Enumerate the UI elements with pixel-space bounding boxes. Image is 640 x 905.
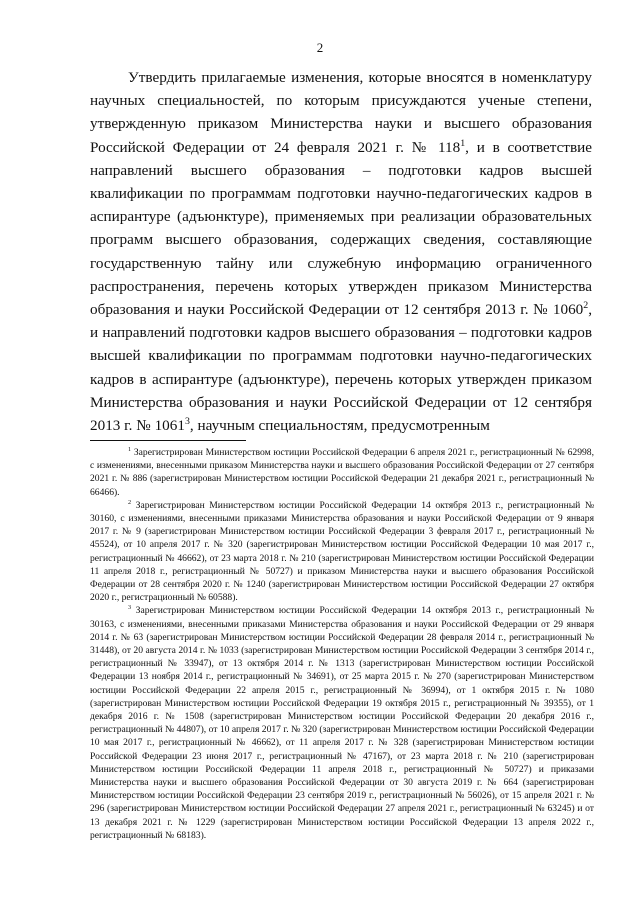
body-text-part-4: , научным специальностям, предусмотренным — [189, 417, 490, 435]
footnote-marker: 2 — [128, 498, 132, 506]
body-text-part-2: , и в соответствие направлений высшего образования – подготовки кадров высшей квалификации по программам подготовки научно-педагогических кадров в аспирантуре (адъюнктуре), применяемых при реализации образовательных программ высшего образования, содержащих сведения, составляющие государственную тайну или служебную информацию ограниченного распространения, перечень которых утвержден приказом Министерства образования и науки Российской Федерации от 12 сентября 2013 г. № 1060 — [90, 138, 592, 319]
footnote-ref-3[interactable]: 3 — [184, 415, 190, 427]
footnote-2 — [90, 499, 594, 605]
footnote-ref-2[interactable]: 2 — [583, 299, 589, 311]
footnote-marker: 3 — [128, 604, 132, 612]
footnote-ref-1[interactable]: 1 — [460, 137, 466, 149]
footnote-text: Зарегистрирован Министерством юстиции Российской Федерации 6 апреля 2021 г., регистрационный № 62998, с изменениями, внесенными приказом Министерства науки и высшего образования Российской Федерации от 27 сентября 2021 г. № 886 (зарегистрирован Министерством юстиции Российской Федерации 21 декабря 2021 г., регистрационный № 66466). — [90, 447, 594, 498]
body-paragraph — [90, 66, 592, 437]
footnotes — [90, 446, 594, 842]
footnote-text: Зарегистрирован Министерством юстиции Российской Федерации 14 октября 2013 г., регистрационный № 30163, с изменениями, внесенными приказами Министерства образования и науки Российской Федерации от 29 января 2014 г. № 63 (зарегистрирован Министерством юстиции Российской Федерации 28 февраля 2014 г., регистрационный № 31448), от 20 августа 2014 г. № 1033 (зарегистрирован Министерством юстиции Российской Федерации 3 сентября 2014 г., регистрационный № 33947), от 13 октября 2014 г. № 1313 (зарегистрирован Министерством юстиции Российской Федерации 13 ноября 2014 г., регистрационный № 34691), от 25 марта 2015 г. № 270 (зарегистрирован Министерством юстиции Российской Федерации 22 апреля 2015 г., регистрационный № 36994), от 1 октября 2015 г. № 1080 (зарегистрирован Министерством юстиции Российской Федерации 19 октября 2015 г., регистрационный № 39355), от 1 декабря 2016 г. № 1508 (зарегистрирован Министерством юстиции Российской Федерации 20 декабря 2016 г., регистрационный № 44807), от 10 апреля 2017 г. № 320 (зарегистрирован Министерством юстиции Российской Федерации 10 мая 2017 г., регистрационный № 46662), от 11 апреля 2017 г. № 328 (зарегистрирован Министерством юстиции Российской Федерации 23 июня 2017 г., регистрационный № 47167), от 23 марта 2018 г. № 210 (зарегистрирован Министерством юстиции Российской Федерации 11 апреля 2018 г., регистрационный № 50727) и приказами Министерства науки и высшего образования Российской Федерации от 30 августа 2019 г. № 664 (зарегистрирован Министерством юстиции Российской Федерации 23 сентября 2019 г., регистрационный № 56026), от 15 апреля 2021 г. № 296 (зарегистрирован Министерством юстиции Российской Федерации 27 апреля 2021 г., регистрационный № 63245) и от 13 декабря 2021 г. № 1229 (зарегистрирован Министерством юстиции Российской Федерации 13 апреля 2022 г., регистрационный № 68183). — [90, 605, 594, 841]
footnote-1 — [90, 446, 594, 499]
page-number: 2 — [316, 40, 324, 55]
footnote-3 — [90, 604, 594, 842]
footnote-separator — [90, 440, 246, 441]
body-text-part-3: , и направлений подготовки кадров высшего образования – подготовки кадров высшей квалификации по программам подготовки научно-педагогических кадров в аспирантуре (адъюнктуре), перечень которых утвержден приказом Министерства образования и науки Российской Федерации от 12 сентября 2013 г. № 1061 — [90, 301, 592, 435]
body-text-part-1: Утвердить прилагаемые изменения, которые вносятся в номенклатуру научных специальностей, по которым присуждаются ученые степени, утвержденную приказом Министерства науки и высшего образования Российской Федерации от 24 февраля 2021 г. № 118 — [90, 69, 592, 156]
footnote-text: Зарегистрирован Министерством юстиции Российской Федерации 14 октября 2013 г., регистрационный № 30160, с изменениями, внесенными приказами Министерства образования и науки Российской Федерации от 9 января 2017 г. № 9 (зарегистрирован Министерством юстиции Российской Федерации 3 февраля 2017 г., регистрационный № 45524), от 10 апреля 2017 г. № 320 (зарегистрирован Министерством юстиции Российской Федерации 10 мая 2017 г., регистрационный № 46662), от 23 марта 2018 г. № 210 (зарегистрирован Министерством юстиции Российской Федерации 11 апреля 2018 г., регистрационный № 50727) и приказом Министерства науки и высшего образования Российской Федерации от 28 сентября 2020 г. № 1240 (зарегистрирован Министерством юстиции Российской Федерации 27 октября 2020 г., регистрационный № 60588). — [90, 499, 594, 604]
footnote-marker: 1 — [128, 445, 132, 453]
